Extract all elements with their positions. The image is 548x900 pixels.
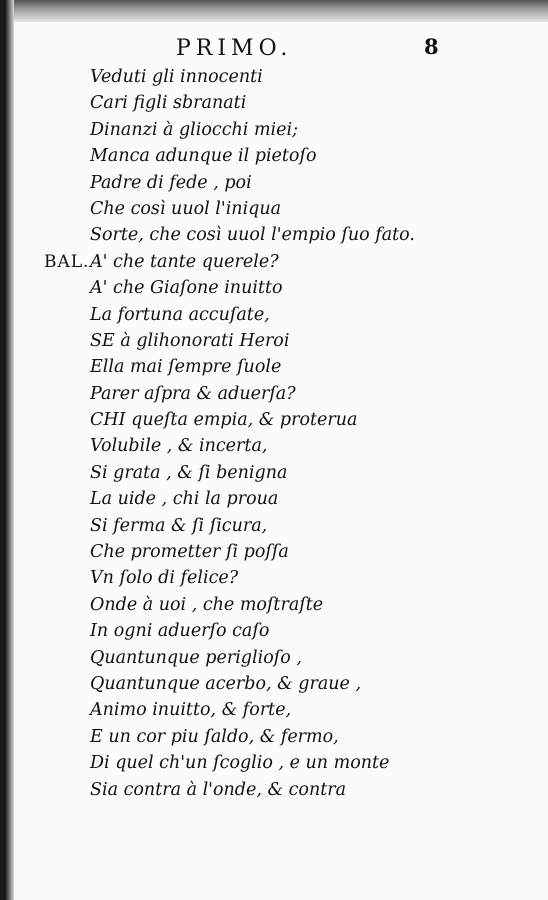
verse-text: Padre di fede , poi <box>90 172 252 193</box>
verse-text: Onde à uoi , che moſtraſte <box>90 594 324 615</box>
verse-line <box>6 513 548 539</box>
verse-line <box>6 170 548 196</box>
verse-line <box>6 143 548 169</box>
verse-text: Ella mai ſempre ſuole <box>90 357 282 378</box>
running-head: PRIMO. <box>176 36 293 61</box>
verse-line <box>6 117 548 143</box>
verse-line <box>6 222 548 248</box>
page-number: 8 <box>424 34 439 59</box>
verse-text: In ogni aduerſo caſo <box>90 621 270 642</box>
verse-line <box>6 275 548 301</box>
verse-text: Che così uuol l'iniqua <box>90 198 282 219</box>
verse-line <box>6 407 548 433</box>
verse-text: A' che Giaſone inuitto <box>90 278 283 299</box>
speaker-label: BAL. <box>44 251 90 272</box>
verse-line <box>6 645 548 671</box>
book-page <box>6 0 548 900</box>
verse-line <box>6 565 548 591</box>
verse-text: Si ferma & ſi ſicura, <box>90 515 268 536</box>
verse-line <box>6 64 548 90</box>
verse-line <box>6 90 548 116</box>
verse-line <box>6 618 548 644</box>
verse-line <box>6 724 548 750</box>
verse-line <box>6 750 548 776</box>
verse-text: A' che tante querele? <box>90 251 279 272</box>
verse-line <box>6 433 548 459</box>
verse-line <box>6 354 548 380</box>
verse-line <box>6 381 548 407</box>
verse-text: CHI queſta empia, & proterua <box>90 410 358 431</box>
verse-text: Quantunque acerbo, & graue , <box>90 673 362 694</box>
verse-text: SE à glihonorati Heroi <box>90 330 290 351</box>
verse-line <box>6 249 548 275</box>
verse-line <box>6 196 548 222</box>
verse-line <box>6 697 548 723</box>
verse-text: Si grata , & ſi benigna <box>90 462 288 483</box>
verse-text: Di quel ch'un ſcoglio , e un monte <box>90 753 390 774</box>
verse-text: Manca adunque il pietoſo <box>90 146 317 167</box>
verse-text: Sorte, che così uuol l'empio ſuo fato. <box>90 225 415 246</box>
verse-text: Quantunque periglioſo , <box>90 647 302 668</box>
verse-text: Dinanzi à gliocchi miei; <box>90 119 298 140</box>
verse-text: La fortuna accuſate, <box>90 304 270 325</box>
verse-line <box>6 539 548 565</box>
verse-text: Che prometter ſi poſſa <box>90 542 289 563</box>
verse-line <box>6 486 548 512</box>
verse-text: Veduti gli innocenti <box>90 67 263 87</box>
verse-text: Animo inuitto, & forte, <box>90 700 292 721</box>
verse-line <box>6 302 548 328</box>
page-header <box>6 36 548 66</box>
verse-text: Parer aſpra & aduerſa? <box>90 383 296 404</box>
verse-text: Sia contra à l'onde, & contra <box>90 779 347 800</box>
verse-line <box>6 777 548 803</box>
page-top-shadow <box>6 0 548 22</box>
verse-text: Cari figli sbranati <box>90 93 247 114</box>
verse-text: Vn ſolo di felice? <box>90 568 239 589</box>
verse-line <box>6 328 548 354</box>
verse-block <box>6 64 548 803</box>
verse-line <box>6 592 548 618</box>
verse-line <box>6 460 548 486</box>
verse-text: E un cor piu ſaldo, & fermo, <box>90 726 339 747</box>
verse-text: Volubile , & incerta, <box>90 436 268 457</box>
verse-line <box>6 671 548 697</box>
verse-text: La uide , chi la proua <box>90 489 279 510</box>
